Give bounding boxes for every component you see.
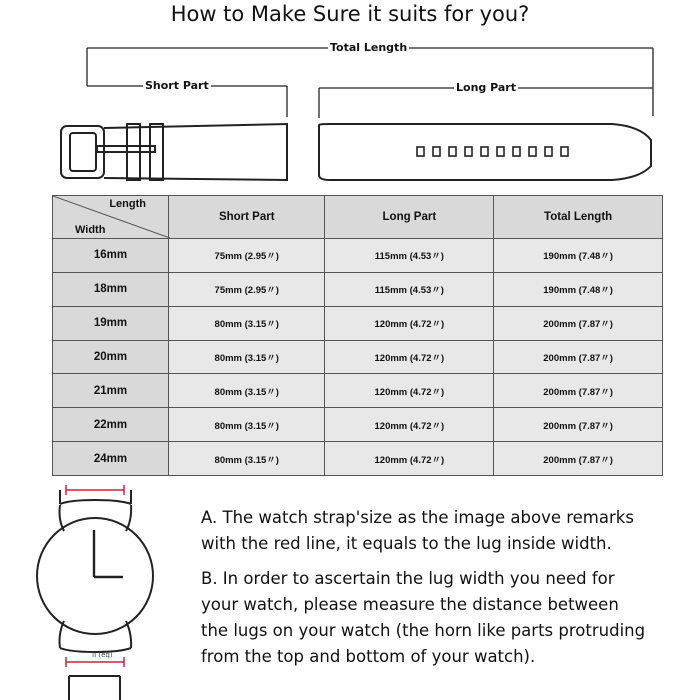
row-total: 200mm (7.87〃) <box>494 374 663 408</box>
table-row <box>53 306 663 340</box>
note-b-line-4: from the top and bottom of your watch). <box>201 647 536 666</box>
corner-width-label: Width <box>75 224 106 236</box>
row-short: 80mm (3.15〃) <box>169 374 325 408</box>
row-long: 120mm (4.72〃) <box>325 442 494 476</box>
row-total: 190mm (7.48〃) <box>494 272 663 306</box>
lug-width-label: II (eq) <box>92 651 113 659</box>
page-title: How to Make Sure it suits for you? <box>170 2 530 26</box>
row-short: 75mm (2.95〃) <box>169 272 325 306</box>
row-short: 80mm (3.15〃) <box>169 408 325 442</box>
row-total: 200mm (7.87〃) <box>494 306 663 340</box>
corner-length-label: Length <box>109 198 146 210</box>
row-total: 190mm (7.48〃) <box>494 239 663 273</box>
table-row <box>53 340 663 374</box>
row-short: 80mm (3.15〃) <box>169 442 325 476</box>
table-header-row <box>53 196 663 239</box>
short-strap-drawing <box>61 124 287 180</box>
row-long: 115mm (4.53〃) <box>325 272 494 306</box>
row-long: 120mm (4.72〃) <box>325 340 494 374</box>
size-table <box>52 195 663 476</box>
table-row <box>53 272 663 306</box>
header-short-part: Short Part <box>169 196 325 239</box>
table-row <box>53 239 663 273</box>
row-long: 115mm (4.53〃) <box>325 239 494 273</box>
row-width: 21mm <box>53 374 169 408</box>
table-corner-cell <box>53 196 169 239</box>
strap-holes <box>417 147 568 156</box>
note-b-line-2: your watch, please measure the distance between <box>201 595 619 614</box>
watch-drawing <box>37 490 153 700</box>
long-strap-drawing <box>319 124 651 180</box>
table-row <box>53 374 663 408</box>
header-long-part: Long Part <box>325 196 494 239</box>
note-a-line-2: with the red line, it equals to the lug inside width. <box>201 534 612 553</box>
row-width: 20mm <box>53 340 169 374</box>
header-total-length: Total Length <box>494 196 663 239</box>
row-short: 75mm (2.95〃) <box>169 239 325 273</box>
total-length-label: Total Length <box>330 41 408 54</box>
row-total: 200mm (7.87〃) <box>494 408 663 442</box>
row-total: 200mm (7.87〃) <box>494 442 663 476</box>
row-long: 120mm (4.72〃) <box>325 374 494 408</box>
row-long: 120mm (4.72〃) <box>325 306 494 340</box>
row-long: 120mm (4.72〃) <box>325 408 494 442</box>
note-b-line-3: the lugs on your watch (the horn like parts protruding <box>201 621 646 640</box>
row-total: 200mm (7.87〃) <box>494 340 663 374</box>
table-row <box>53 442 663 476</box>
long-part-label: Long Part <box>456 81 516 94</box>
row-width: 22mm <box>53 408 169 442</box>
note-b-line-1: B. In order to ascertain the lug width you need for <box>201 569 615 588</box>
row-width: 24mm <box>53 442 169 476</box>
row-width: 16mm <box>53 239 169 273</box>
short-part-label: Short Part <box>145 79 209 92</box>
row-short: 80mm (3.15〃) <box>169 306 325 340</box>
row-width: 19mm <box>53 306 169 340</box>
table-row <box>53 408 663 442</box>
row-short: 80mm (3.15〃) <box>169 340 325 374</box>
row-width: 18mm <box>53 272 169 306</box>
note-a-line-1: A. The watch strap'size as the image above remarks <box>201 508 634 527</box>
